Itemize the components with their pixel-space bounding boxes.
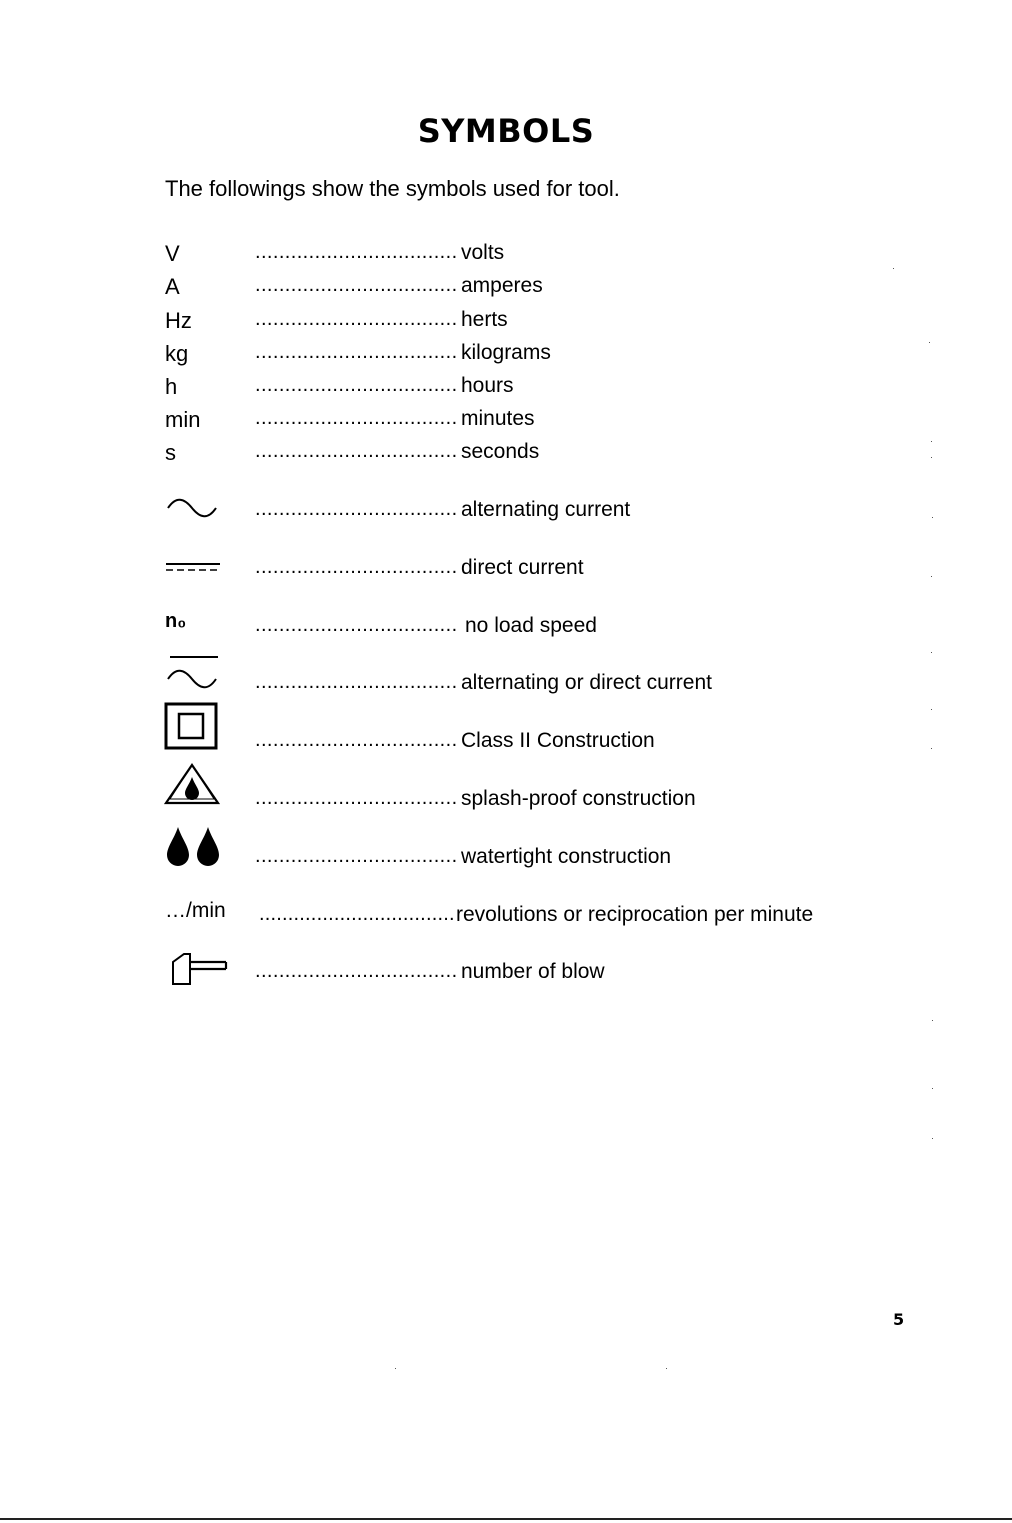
- symbol-row: [0, 729, 1012, 763]
- dot-leader: ..................................: [255, 845, 458, 867]
- scan-speck: [932, 1138, 933, 1139]
- symbol-meaning: herts: [461, 308, 508, 331]
- symbol-meaning: revolutions or reciprocation per minute: [456, 903, 814, 926]
- scan-speck: [931, 576, 932, 577]
- dot-leader: ..................................: [255, 960, 458, 982]
- scan-speck: [931, 709, 932, 710]
- bottom-rule: [0, 1518, 1012, 1520]
- symbol-meaning: direct current: [461, 556, 584, 579]
- symbol-meaning: alternating current: [461, 498, 631, 521]
- symbol-meaning: seconds: [461, 440, 540, 463]
- dot-leader: ..................................: [255, 671, 458, 693]
- symbol-label: s: [165, 440, 176, 465]
- symbol-meaning: Class II Construction: [461, 729, 655, 752]
- symbol-row: [0, 787, 1012, 821]
- symbol-label: V: [165, 241, 180, 266]
- symbol-label: …/min: [165, 899, 226, 922]
- symbol-meaning: kilograms: [461, 341, 551, 364]
- alternating-current-icon: [162, 494, 224, 524]
- symbol-row: [0, 960, 1012, 994]
- class-ii-icon: [162, 701, 222, 753]
- symbol-label: kg: [165, 341, 189, 366]
- dot-leader: ..................................: [255, 274, 458, 296]
- symbol-row: [0, 407, 1012, 441]
- symbol-meaning: hours: [461, 374, 514, 397]
- page-number: 5: [893, 1310, 905, 1329]
- symbol-label: min: [165, 407, 201, 432]
- symbol-meaning: amperes: [461, 274, 543, 297]
- dot-leader: ..................................: [255, 341, 458, 363]
- scan-speck: [932, 517, 933, 518]
- symbol-meaning: number of blow: [461, 960, 605, 983]
- watertight-icon: [162, 823, 228, 871]
- intro-text: The followings show the symbols used for tool.: [165, 176, 620, 201]
- symbol-label: h: [165, 374, 178, 399]
- scan-speck: [931, 652, 932, 653]
- symbol-row: [0, 440, 1012, 474]
- scan-speck: [932, 1088, 933, 1089]
- scan-speck: [931, 748, 932, 749]
- symbol-row: [0, 845, 1012, 879]
- symbol-meaning: alternating or direct current: [461, 671, 712, 694]
- dot-leader: ..................................: [259, 903, 455, 925]
- symbol-label: A: [165, 274, 180, 299]
- symbol-row: [0, 308, 1012, 342]
- symbol-row: [0, 241, 1012, 275]
- direct-current-icon: [162, 556, 224, 580]
- symbol-row: [0, 341, 1012, 375]
- symbol-row: [0, 274, 1012, 308]
- symbol-row: [0, 899, 1012, 937]
- dot-leader: ..................................: [255, 614, 458, 636]
- dot-leader: ..................................: [255, 374, 458, 396]
- scan-speck: [893, 268, 894, 269]
- page-title: SYMBOLS: [417, 112, 595, 150]
- symbol-label: n₀: [165, 610, 187, 632]
- scan-speck: [931, 441, 932, 442]
- scan-speck: [929, 342, 930, 343]
- ac-dc-icon: [162, 651, 224, 697]
- dot-leader: ..................................: [255, 241, 458, 263]
- symbol-row: [0, 498, 1012, 532]
- symbol-row: [0, 671, 1012, 705]
- symbol-meaning: minutes: [461, 407, 535, 430]
- dot-leader: ..................................: [255, 407, 458, 429]
- scan-speck: [395, 1368, 396, 1369]
- symbol-meaning: no load speed: [465, 614, 597, 637]
- scan-speck: [931, 457, 932, 458]
- symbol-label: Hz: [165, 308, 192, 333]
- number-of-blow-icon: [170, 948, 232, 988]
- symbol-row: [0, 556, 1012, 590]
- dot-leader: ..................................: [255, 498, 458, 520]
- symbol-row: [0, 374, 1012, 408]
- symbol-meaning: volts: [461, 241, 505, 264]
- dot-leader: ..................................: [255, 787, 458, 809]
- scan-speck: [666, 1368, 667, 1369]
- symbol-meaning: watertight construction: [461, 845, 672, 868]
- dot-leader: ..................................: [255, 308, 458, 330]
- scan-speck: [932, 1020, 933, 1021]
- symbol-meaning: splash-proof construction: [461, 787, 696, 810]
- dot-leader: ..................................: [255, 556, 458, 578]
- dot-leader: ..................................: [255, 729, 458, 751]
- symbol-row: [0, 610, 1012, 648]
- dot-leader: ..................................: [255, 440, 458, 462]
- splash-proof-icon: [162, 761, 224, 809]
